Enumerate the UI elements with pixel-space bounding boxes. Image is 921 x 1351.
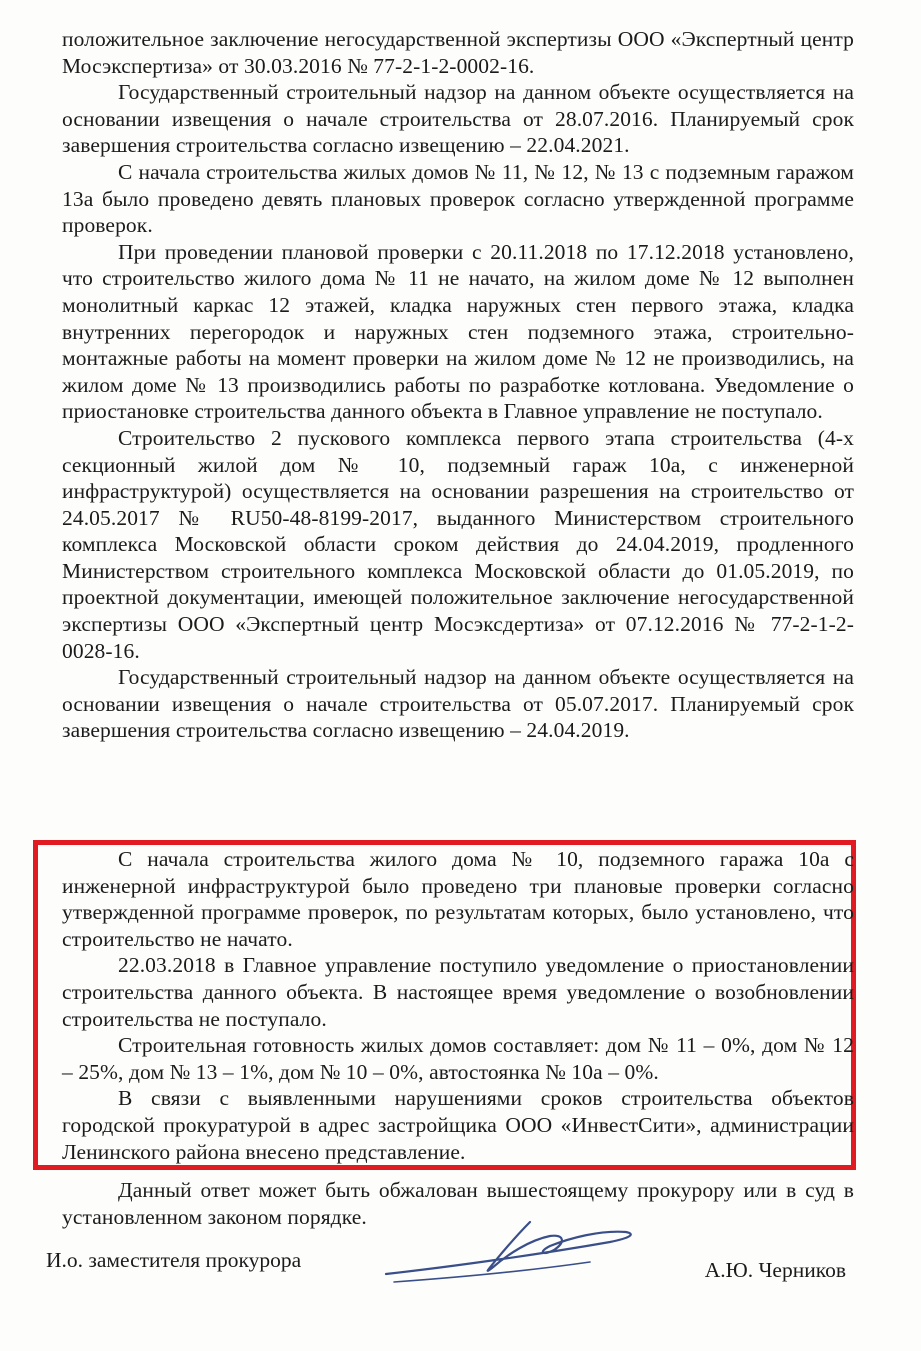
paragraph: Данный ответ может быть обжалован вышестоящему прокурору или в суд в установленном законом порядке.: [62, 1178, 854, 1229]
signatory-role: И.о. заместителя прокурора: [46, 1248, 302, 1272]
paragraph: Государственный строительный надзор на данном объекте осуществляется на основании извещения о начале строительства от 28.07.2016. Планируемый срок завершения строительства согласно извещению – 22.04.2021.: [62, 80, 854, 158]
paragraph: Строительная готовность жилых домов составляет: дом № 11 – 0%, дом № 12 – 25%, дом № 13 – 1%, дом № 10 – 0%, автостоянка № 10а – 0%.: [62, 1033, 854, 1084]
highlighted-text: [62, 846, 854, 1165]
signatory-name: А.Ю. Черников: [704, 1258, 846, 1282]
paragraph: В связи с выявленными нарушениями сроков строительства объектов городской прокуратурой в адрес застройщика ООО «ИнвестСити», администрации Ленинского района внесено представление.: [62, 1086, 854, 1164]
paragraph: Строительство 2 пускового комплекса первого этапа строительства (4-х секционный жилой дом № 10, подземный гараж 10а, с инженерной инфраструктурой) осуществляется на основании разрешения на строительство от 24.05.2017 № RU50-48-8199-2017, выданного Министерством строительного комплекса Московской области сроком действия до 24.04.2019, продленного Министерством строительного комплекса Московской области до 01.05.2019, по проектной документации, имеющей положительное заключение негосударственной экспертизы ООО «Экспертный центр Мосэксдертиза» от 07.12.2016 № 77-2-1-2-0028-16.: [62, 425, 854, 663]
paragraph: С начала строительства жилых домов № 11, № 12, № 13 с подземным гаражом 13а было проведено девять плановых проверок согласно утвержденной программе проверок.: [62, 159, 854, 238]
paragraph: Государственный строительный надзор на данном объекте осуществляется на основании извещения о начале строительства от 05.07.2017. Планируемый срок завершения строительства согласно извещению – 24.04.2019.: [62, 665, 854, 743]
signature-row: [46, 1244, 846, 1294]
paragraph: 22.03.2018 в Главное управление поступило уведомление о приостановлении строительства данного объекта. В настоящее время уведомление о возобновлении строительства не поступало.: [62, 953, 854, 1031]
paragraph: положительное заключение негосударственной экспертизы ООО «Экспертный центр Мосэкспертиза» от 30.03.2016 № 77-2-1-2-0002-16.: [62, 27, 854, 78]
paragraph: При проведении плановой проверки с 20.11.2018 по 17.12.2018 установлено, что строительство жилого дома № 11 не начато, на жилом доме № 12 выполнен монолитный каркас 12 этажей, кладка наружных стен первого этажа, кладка внутренних перегородок и наружных стен подземного этажа, строительно-монтажные работы на момент проверки на жилом доме № 12 не производились, на жилом доме № 13 производились работы по разработке котлована. Уведомление о приостановке строительства данного объекта в Главное управление не поступало.: [62, 239, 854, 424]
body-text-top: [62, 26, 854, 744]
paragraph: С начала строительства жилого дома № 10, подземного гаража 10а с инженерной инфраструктурой было проведено три плановые проверки согласно утвержденной программе проверок, по результатам которых, было установлено, что строительство не начато.: [62, 847, 854, 951]
